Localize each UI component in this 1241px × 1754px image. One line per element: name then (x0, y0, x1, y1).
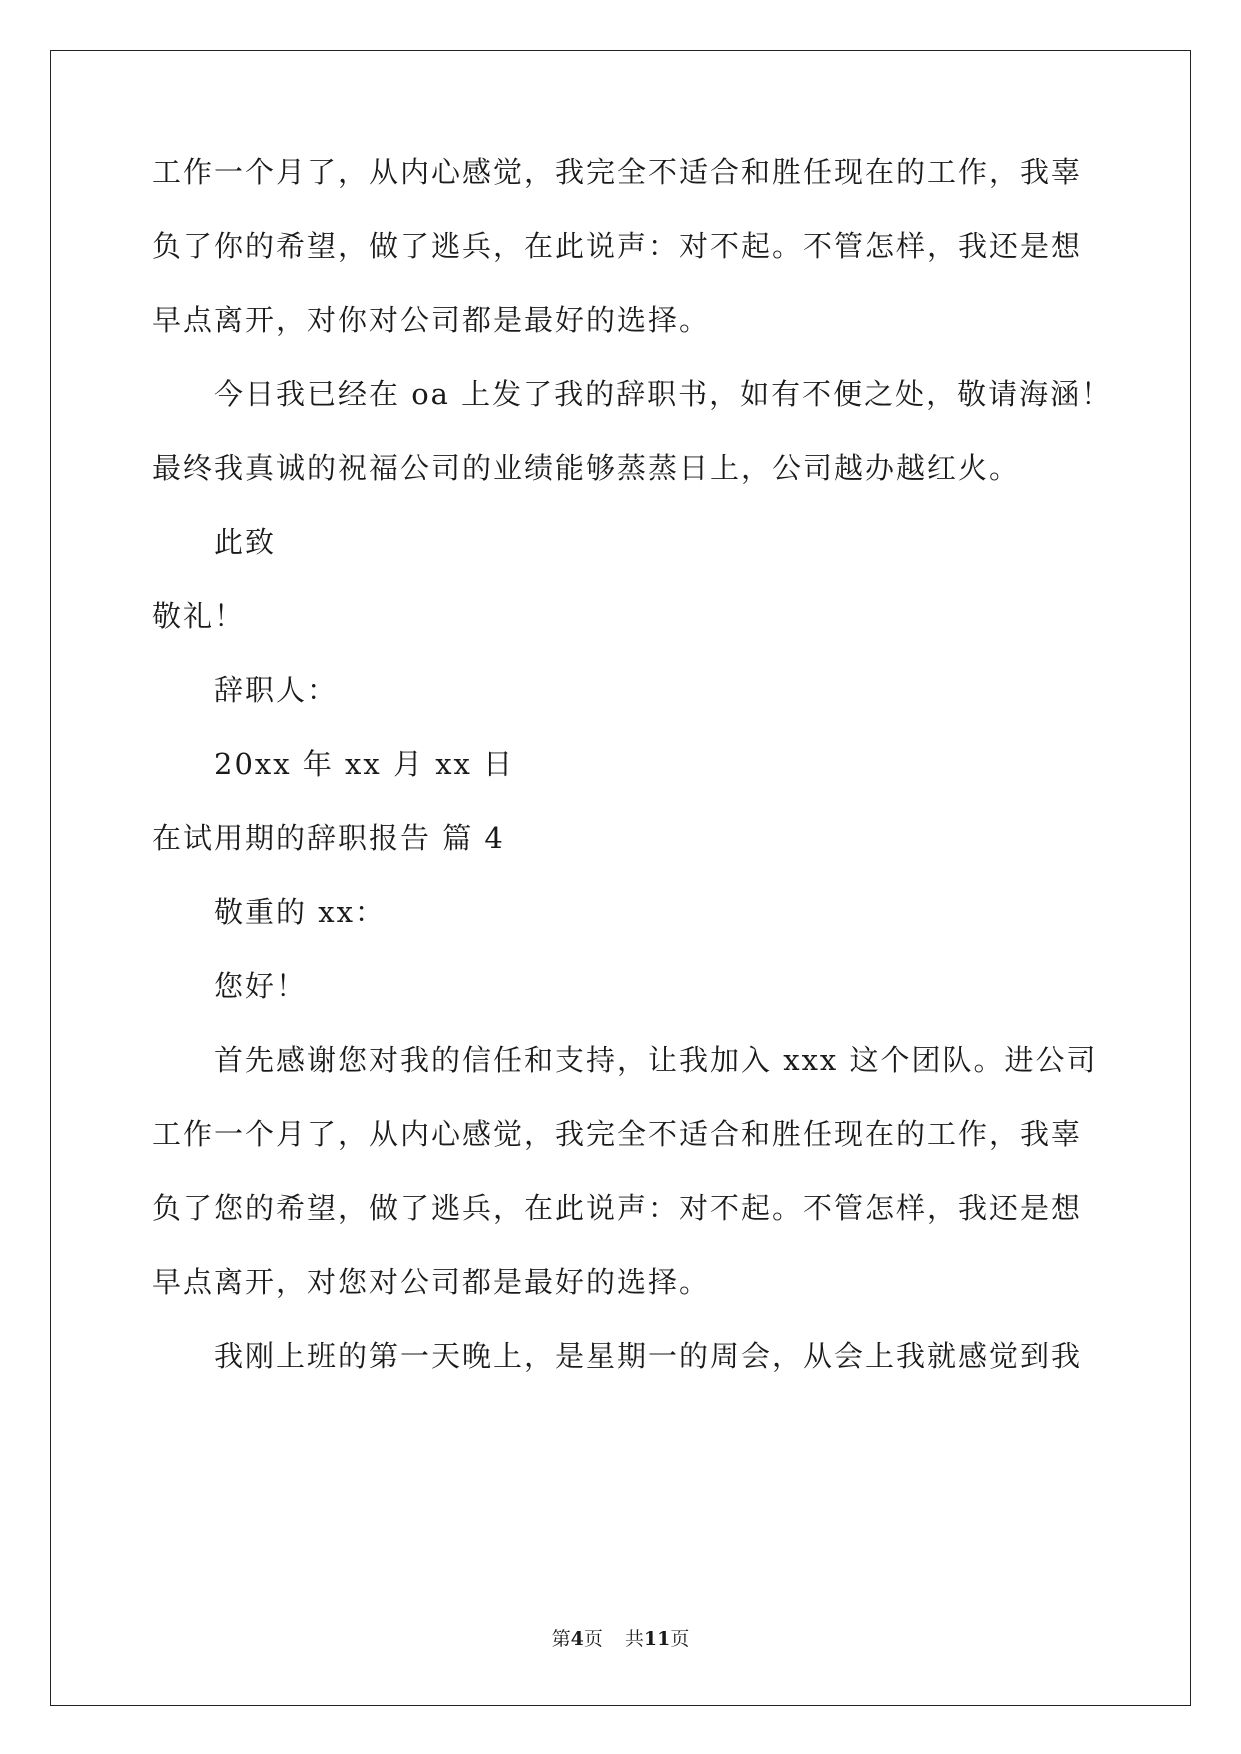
body-line: 我刚上班的第一天晚上，是星期一的周会，从会上我就感觉到我 (214, 1339, 1083, 1373)
body-line: 最终我真诚的祝福公司的业绩能够蒸蒸日上，公司越办越红火。 (152, 451, 1021, 485)
closing-regards: 敬礼！ (152, 599, 246, 633)
body-line: 工作一个月了，从内心感觉，我完全不适合和胜任现在的工作，我辜 (152, 155, 1083, 189)
letter-recipient: 敬重的 xx： (214, 895, 386, 929)
footer-prefix: 第 (551, 1628, 571, 1650)
footer-total-pages: 11 (643, 1628, 671, 1650)
body-line: 早点离开，对您对公司都是最好的选择。 (152, 1265, 711, 1299)
body-line: 今日我已经在 oa 上发了我的辞职书，如有不便之处，敬请海涵！ (214, 377, 1113, 411)
body-line: 首先感谢您对我的信任和支持，让我加入 xxx 这个团队。进公司 (214, 1043, 1098, 1077)
page-footer (0, 1624, 1241, 1651)
letter-greeting: 您好！ (214, 969, 308, 1003)
body-line: 早点离开，对你对公司都是最好的选择。 (152, 303, 711, 337)
body-line: 负了你的希望，做了逃兵，在此说声：对不起。不管怎样，我还是想 (152, 229, 1083, 263)
footer-total-prefix: 共 (624, 1628, 644, 1650)
signature-label: 辞职人： (214, 673, 339, 707)
footer-total-suffix: 页 (670, 1628, 690, 1650)
body-line: 负了您的希望，做了逃兵，在此说声：对不起。不管怎样，我还是想 (152, 1191, 1083, 1225)
footer-page-number: 4 (570, 1628, 584, 1650)
page-border (50, 50, 1191, 1706)
section-heading: 在试用期的辞职报告 篇 4 (152, 821, 505, 855)
footer-page-suffix: 页 (583, 1628, 603, 1650)
body-line: 工作一个月了，从内心感觉，我完全不适合和胜任现在的工作，我辜 (152, 1117, 1083, 1151)
closing-salutation: 此致 (214, 525, 277, 559)
date-line: 20xx 年 xx 月 xx 日 (214, 747, 515, 781)
